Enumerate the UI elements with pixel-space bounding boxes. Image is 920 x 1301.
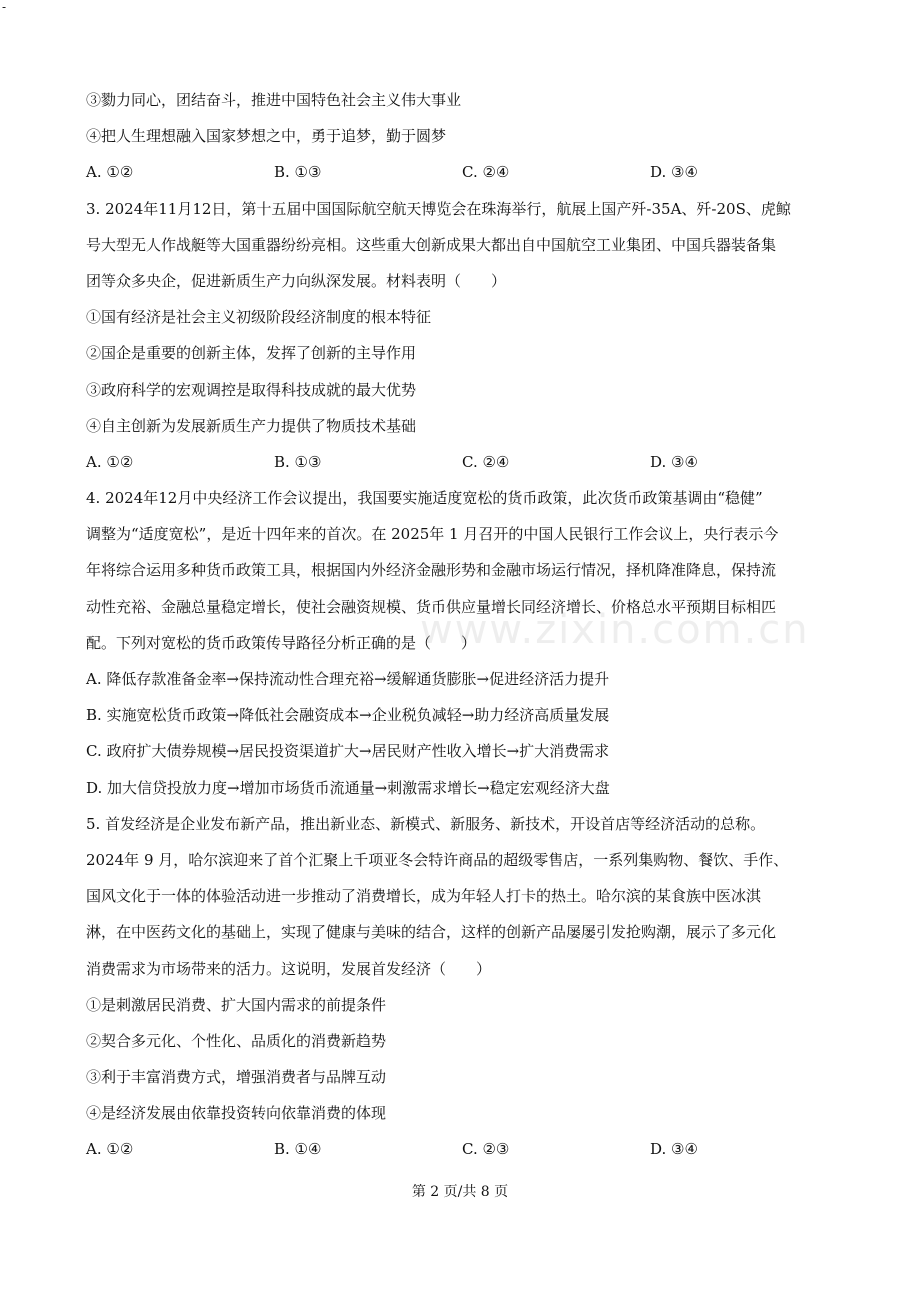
q5-stem-line: 2024年 9 月，哈尔滨迎来了首个汇聚上千项亚冬会特许商品的超级零售店，一系列集购物、餐饮、手作、	[86, 850, 789, 869]
q4-stem-line: 4. 2024年12月中央经济工作会议提出，我国要实施适度宽松的货币政策，此次货币政策基调由“稳健”	[86, 489, 763, 508]
q3-options	[86, 444, 846, 480]
q3-item-2: ②国企是重要的创新主体，发挥了创新的主导作用	[86, 344, 417, 363]
q2-option-c: C. ②④	[462, 163, 510, 182]
q3-stem-line: 团等众多央企，促进新质生产力向纵深发展。材料表明（ ）	[86, 271, 507, 290]
q2-option-a: A. ①②	[86, 163, 134, 182]
q5-item-1: ①是刺激居民消费、扩大国内需求的前提条件	[86, 995, 387, 1014]
q4-choice-b: B. 实施宽松货币政策→降低社会融资成本→企业税负减轻→助力经济高质量发展	[86, 706, 610, 725]
page-footer: 第 2 页/共 8 页	[411, 1184, 509, 1200]
corner-mark: -	[2, 0, 7, 14]
q5-option-a: A. ①②	[86, 1140, 134, 1159]
q2-options	[86, 154, 846, 190]
q5-stem-line: 淋，在中医药文化的基础上，实现了健康与美味的结合，这样的创新产品屡屡引发抢购潮，展示了多元化	[86, 923, 777, 942]
q4-stem-line: 调整为“适度宽松”，是近十四年来的首次。在 2025年 1 月召开的中国人民银行工作会议上，央行表示今	[86, 525, 779, 544]
q3-option-b: B. ①③	[274, 452, 322, 471]
q3-item-4: ④自主创新为发展新质生产力提供了物质技术基础	[86, 416, 417, 435]
q3-option-d: D. ③④	[650, 452, 698, 471]
q3-option-a: A. ①②	[86, 452, 134, 471]
question-2-tail	[86, 82, 846, 191]
q3-option-c: C. ②④	[462, 452, 510, 471]
q5-item-3: ③利于丰富消费方式，增强消费者与品牌互动	[86, 1068, 387, 1087]
q2-item-3: ③勠力同心，团结奋斗，推进中国特色社会主义伟大事业	[86, 91, 462, 109]
q2-item-4: ④把人生理想融入国家梦想之中，勇于追梦，勤于圆梦	[86, 127, 447, 146]
q5-stem-line: 消费需求为市场带来的活力。这说明，发展首发经济（ ）	[86, 959, 492, 978]
q3-item-3: ③政府科学的宏观调控是取得科技成就的最大优势	[86, 380, 417, 399]
q3-stem-line: 号大型无人作战艇等大国重器纷纷亮相。这些重大创新成果大都出自中国航空工业集团、中国兵器装备集	[86, 235, 777, 254]
q4-stem-line: 配。下列对宽松的货币政策传导路径分析正确的是（ ）	[86, 633, 477, 652]
q4-choice-c: C. 政府扩大债券规模→居民投资渠道扩大→居民财产性收入增长→扩大消费需求	[86, 742, 610, 761]
question-4	[86, 480, 846, 806]
q5-option-b: B. ①④	[274, 1140, 322, 1159]
question-5	[86, 806, 846, 1168]
q5-stem-line: 国风文化于一体的体验活动进一步推动了消费增长，成为年轻人打卡的热土。哈尔滨的某食族中医冰淇	[86, 887, 762, 906]
q4-choice-d: D. 加大信贷投放力度→增加市场货币流通量→刺激需求增长→稳定宏观经济大盘	[86, 778, 610, 797]
q5-item-4: ④是经济发展由依靠投资转向依靠消费的体现	[86, 1104, 387, 1123]
q4-stem-line: 年将综合运用多种货币政策工具，根据国内外经济金融形势和金融市场运行情况，择机降准降息，保持流	[86, 561, 777, 580]
q5-option-c: C. ②③	[462, 1140, 510, 1159]
q4-choice-a: A. 降低存款准备金率→保持流动性合理充裕→缓解通货膨胀→促进经济活力提升	[86, 670, 610, 688]
q2-option-b: B. ①③	[274, 163, 322, 182]
watermark: www.zixin.com.cn	[420, 607, 810, 653]
q5-options	[86, 1131, 846, 1167]
q5-stem-line: 5. 首发经济是企业发布新产品，推出新业态、新模式、新服务、新技术，开设首店等经济活动的总称。	[86, 814, 766, 833]
question-3	[86, 191, 846, 481]
q2-option-d: D. ③④	[650, 163, 698, 182]
q4-stem-line: 动性充裕、金融总量稳定增长，使社会融资规模、货币供应量增长同经济增长、价格总水平预期目标相匹	[86, 597, 777, 616]
q3-item-1: ①国有经济是社会主义初级阶段经济制度的根本特征	[86, 308, 432, 327]
q5-option-d: D. ③④	[650, 1140, 698, 1159]
exam-page	[86, 82, 846, 1168]
q5-item-2: ②契合多元化、个性化、品质化的消费新趋势	[86, 1031, 387, 1050]
q3-stem-line: 3. 2024年11月12日，第十五届中国国际航空航天博览会在珠海举行，航展上国产歼-35A、歼-20S、虎鲸	[86, 199, 791, 218]
